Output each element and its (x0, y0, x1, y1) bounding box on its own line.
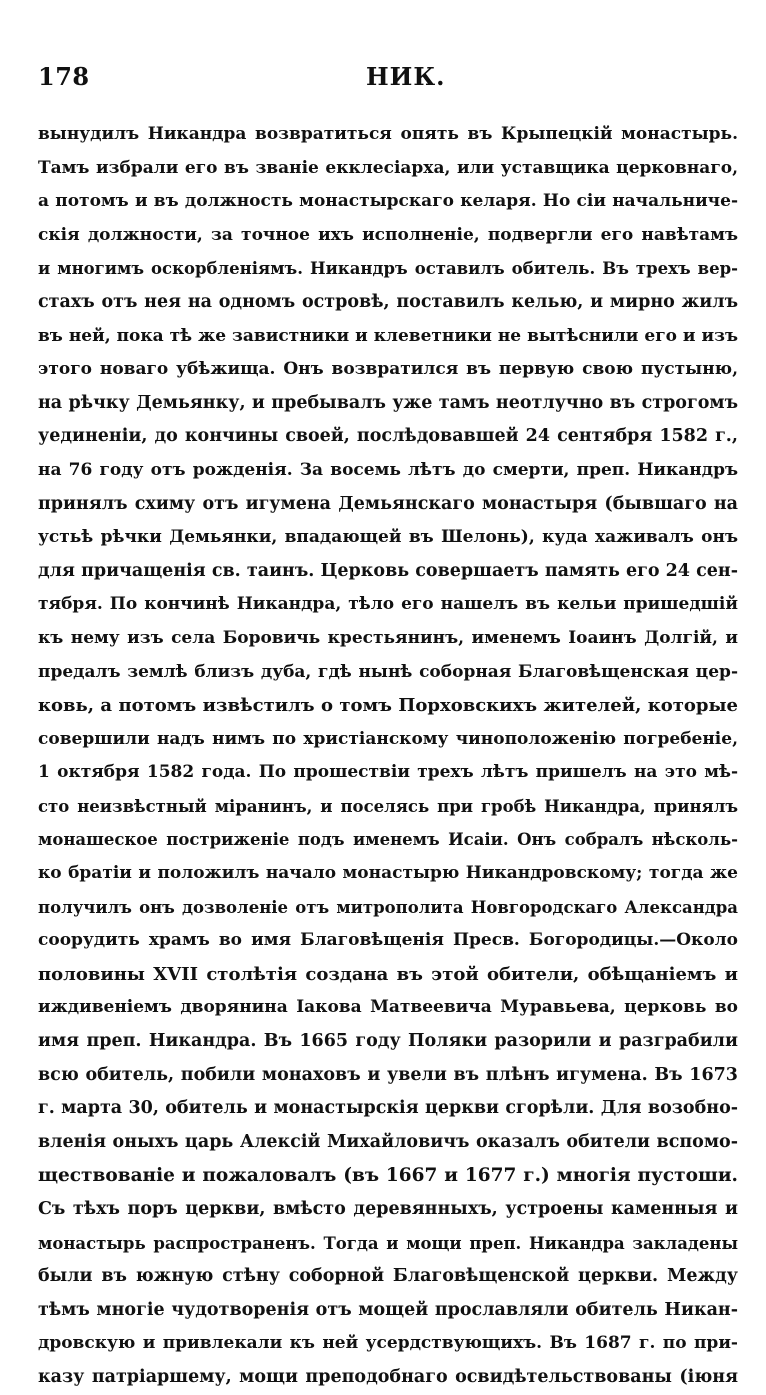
text-line: ко братіи и положилъ начало монастырю Никандровскому; тогда же (38, 863, 738, 884)
text-line: въ ней, пока тѣ же завистники и клеветники не вытѣснили его и изъ (38, 325, 738, 346)
page-number: 178 (38, 62, 90, 91)
text-line: совершили надъ нимъ по христіанскому чиноположенію погребеніе, (38, 728, 738, 749)
text-line: вленія оныхъ царь Алексій Михайловичъ оказалъ обители вспомо- (38, 1131, 738, 1152)
text-line: имя преп. Никандра. Въ 1665 году Поляки разорили и разграбили (38, 1031, 738, 1052)
text-line: сто неизвѣстный міранинъ, и поселясь при гробѣ Никандра, принялъ (38, 796, 738, 816)
text-line: были въ южную стѣну соборной Благовѣщенской церкви. Между (38, 1266, 738, 1287)
text-line: ковь, а потомъ извѣстилъ о томъ Порховскихъ жителей, которые (38, 695, 738, 717)
text-line: вынудилъ Никандра возвратиться опять въ Крыпецкій монастырь. (38, 124, 738, 144)
text-line: на рѣчку Демьянку, и пребывалъ уже тамъ неотлучно въ строгомъ (38, 392, 738, 413)
text-line: тѣмъ многіе чудотворенія отъ мощей прославляли обитель Никан- (38, 1299, 738, 1320)
text-line: половины XVII столѣтія создана въ этой обители, обѣщаніемъ и (38, 963, 738, 985)
text-line: принялъ схиму отъ игумена Демьянскаго монастыря (бывшаго на (38, 493, 738, 514)
text-line: ществованіе и пожаловалъ (въ 1667 и 1677 г.) многія пустоши. (38, 1165, 738, 1187)
text-line: и многимъ оскорбленіямъ. Никандръ оставилъ обитель. Въ трехъ вер- (38, 259, 738, 279)
text-line: а потомъ и въ должность монастырскаго келаря. Но сіи начальниче- (38, 191, 738, 212)
page-header (38, 62, 738, 98)
text-line: г. марта 30, обитель и монастырскія церкви сгорѣли. Для возобно- (38, 1098, 738, 1119)
text-line: соорудить храмъ во имя Благовѣщенія Пресв. Богородицы.—Около (38, 930, 738, 951)
text-line: уединеніи, до кончины своей, послѣдовавшей 24 сентября 1582 г., (38, 426, 738, 447)
text-line: скія должности, за точное ихъ исполненіе, подвергли его навѣтамъ (38, 224, 738, 245)
text-line: предалъ землѣ близъ дуба, гдѣ нынѣ соборная Благовѣщенская цер- (38, 661, 738, 682)
text-line: монашеское постриженіе подъ именемъ Исаіи. Онъ собралъ нѣсколь- (38, 830, 738, 850)
running-head: НИК. (366, 62, 446, 91)
text-line: стахъ отъ нея на одномъ островѣ, поставилъ келью, и мирно жилъ (38, 291, 738, 312)
text-line: иждивеніемъ дворянина Іакова Матвеевича Муравьева, церковь во (38, 997, 738, 1018)
text-line: казу патріаршему, мощи преподобнаго освидѣтельствованы (іюня (38, 1366, 738, 1387)
text-line: всю обитель, побили монаховъ и увели въ плѣнъ игумена. Въ 1673 (38, 1064, 738, 1085)
text-line: Съ тѣхъ поръ церкви, вмѣсто деревянныхъ, устроены каменныя и (38, 1199, 738, 1219)
text-line: къ нему изъ села Боровичь крестьянинъ, именемъ Іоаинъ Долгій, и (38, 627, 738, 648)
body-text (38, 118, 738, 1395)
text-line: Тамъ избрали его въ званіе екклесіарха, или уставщика церковнаго, (38, 157, 738, 178)
text-line: 1 октября 1582 года. По прошествіи трехъ лѣтъ пришелъ на это мѣ- (38, 762, 738, 783)
text-line: дровскую и привлекали къ ней усердствующихъ. Въ 1687 г. по при- (38, 1333, 738, 1354)
text-line: этого новаго убѣжища. Онъ возвратился въ первую свою пустыню, (38, 359, 738, 380)
text-line: монастырь распространенъ. Тогда и мощи преп. Никандра закладены (38, 1233, 738, 1253)
text-line: на 76 году отъ рожденія. За восемь лѣтъ до смерти, преп. Никандръ (38, 459, 738, 480)
text-line: тября. По кончинѣ Никандра, тѣло его нашелъ въ кельи пришедшій (38, 594, 738, 615)
text-line: для причащенія св. таинъ. Церковь совершаетъ память его 24 сен- (38, 560, 738, 581)
text-line: устьѣ рѣчки Демьянки, впадающей въ Шелонь), куда хаживалъ онъ (38, 527, 738, 548)
text-line: получилъ онъ дозволеніе отъ митрополита Новгородскаго Александра (38, 897, 738, 917)
